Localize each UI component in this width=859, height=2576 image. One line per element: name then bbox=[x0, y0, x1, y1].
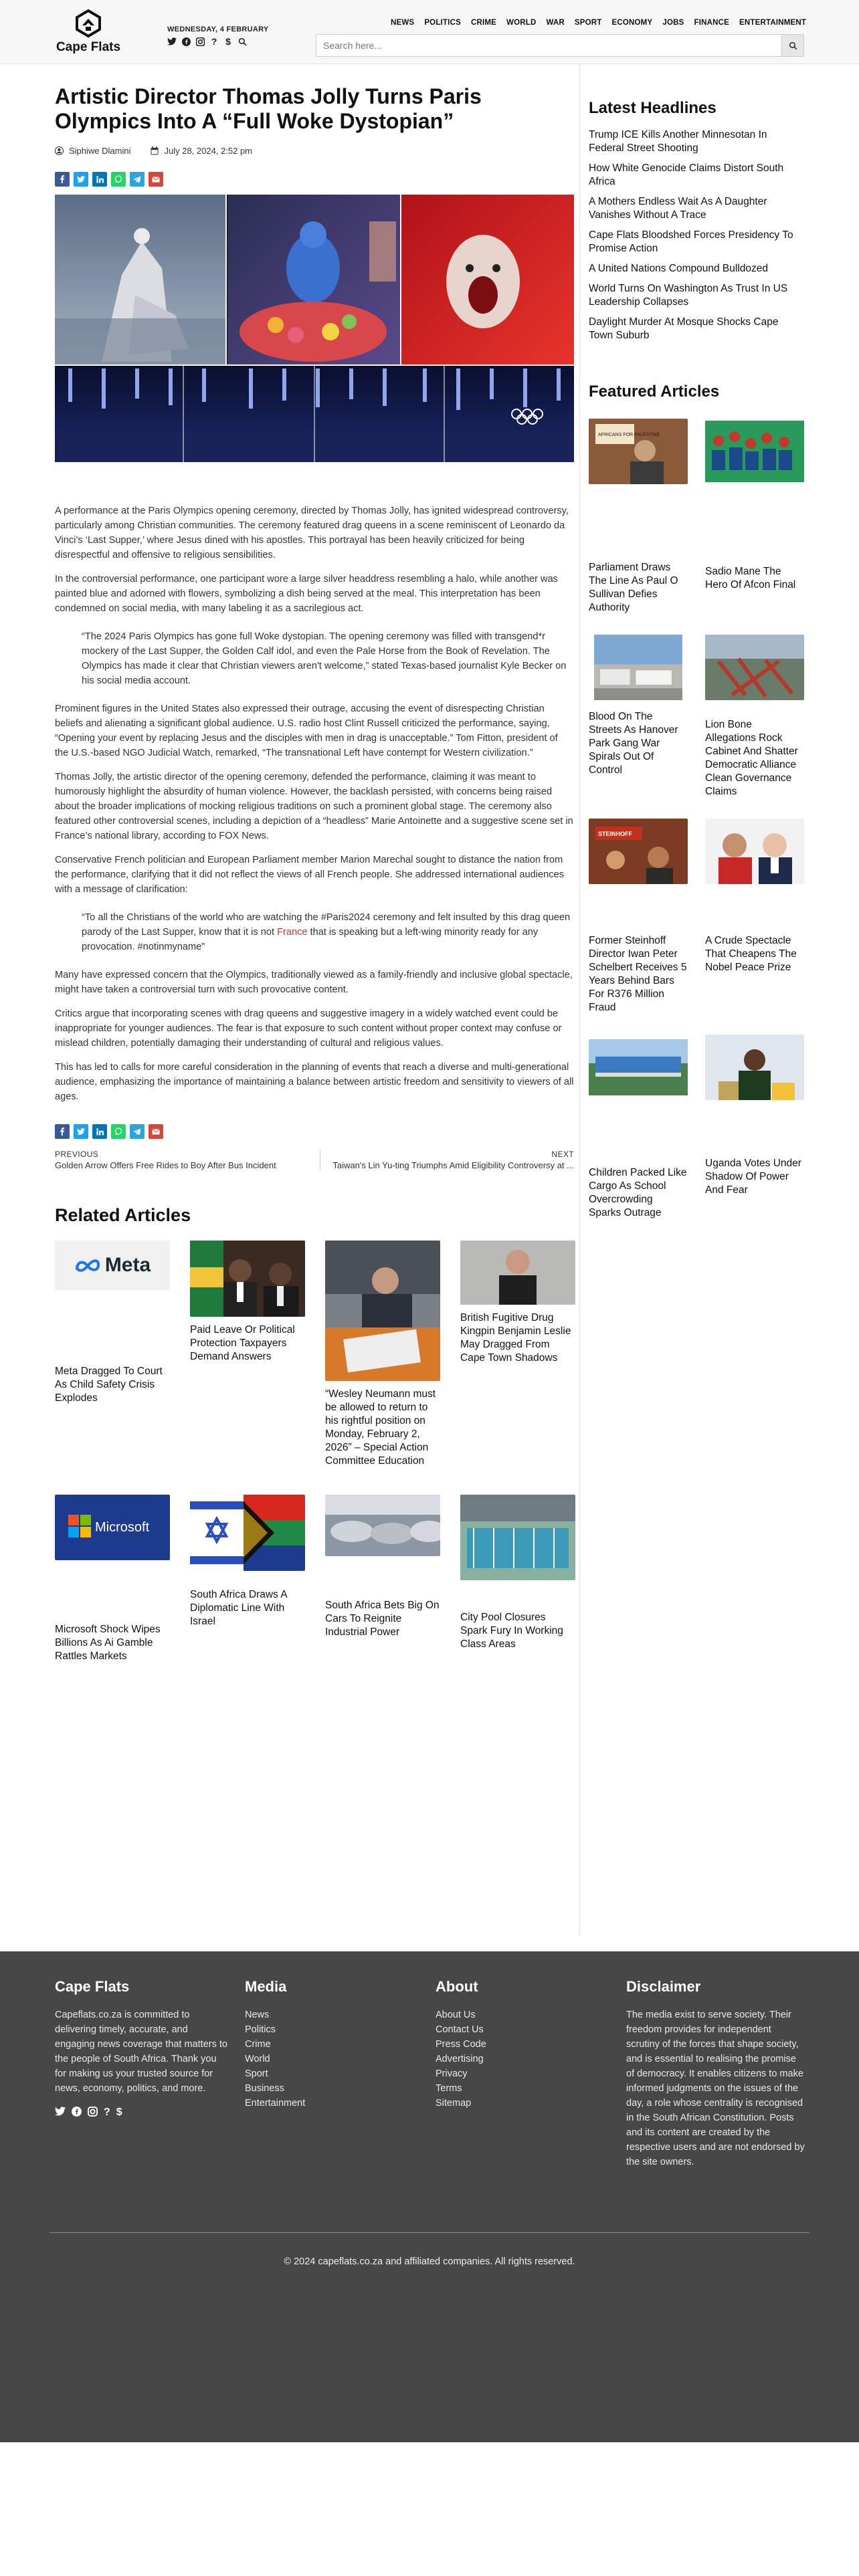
header-social-icons bbox=[167, 37, 247, 46]
featured-article-card[interactable] bbox=[589, 1035, 688, 1220]
previous-post-link[interactable] bbox=[55, 1150, 309, 1170]
linkedin-share-button[interactable] bbox=[92, 1124, 107, 1139]
linkedin-share-button[interactable] bbox=[92, 172, 107, 187]
nav-economy[interactable]: ECONOMY bbox=[611, 19, 653, 27]
footer-link[interactable]: Advertising bbox=[436, 2054, 484, 2064]
footer-link[interactable]: Sitemap bbox=[436, 2098, 472, 2109]
related-article-image bbox=[190, 1241, 305, 1317]
related-article-title: South Africa Draws A Diplomatic Line With Israel bbox=[190, 1589, 287, 1627]
footer-heading: Disclaimer bbox=[626, 1978, 701, 1995]
footer-link[interactable]: Sport bbox=[245, 2068, 268, 2079]
related-articles-grid bbox=[55, 1241, 574, 1663]
twitter-icon bbox=[77, 1128, 85, 1135]
nav-entertainment[interactable]: ENTERTAINMENT bbox=[739, 19, 807, 27]
calendar-icon bbox=[151, 146, 159, 155]
site-name: Cape Flats bbox=[56, 40, 121, 54]
footer-heading: About bbox=[436, 1978, 478, 1995]
featured-article-image bbox=[705, 819, 804, 884]
featured-article-image bbox=[705, 635, 804, 700]
whatsapp-share-button[interactable] bbox=[111, 172, 126, 187]
twitter-icon[interactable] bbox=[167, 37, 177, 46]
footer-heading: Media bbox=[245, 1978, 287, 1995]
related-article-image bbox=[325, 1495, 440, 1556]
email-icon bbox=[152, 1129, 160, 1135]
current-date: WEDNESDAY, 4 FEBRUARY bbox=[167, 25, 269, 33]
quote-text: “To all the Christians of the world who are watching the #Paris2024 ceremony and felt insulted by this drag queen parody of the Last Supper, know that it is not bbox=[82, 912, 571, 938]
article-paragraph: Prominent figures in the United States also expressed their outrage, accusing the event of disrespecting Christian beliefs and alienating a significant global audience. U.S. radio host Clint Russell criticized the performance, saying, “Opening your event by replacing Jesus and the disciples with men in drag is unacceptable.” Tom Fitton, president of the U.S.-based NGO Judicial Watch, remarked, “The transnational Left have contempt for Western civilization.” bbox=[55, 704, 558, 758]
footer-link[interactable]: Press Code bbox=[436, 2039, 486, 2050]
headline-link[interactable]: A Mothers Endless Wait As A Daughter Vanishes Without A Trace bbox=[589, 196, 767, 221]
featured-articles-heading: Featured Articles bbox=[589, 383, 720, 401]
footer-link[interactable]: Privacy bbox=[436, 2068, 468, 2079]
site-header bbox=[0, 0, 859, 64]
related-article-title: Paid Leave Or Political Protection Taxpayers Demand Answers bbox=[190, 1324, 295, 1362]
latest-headlines-list bbox=[589, 128, 804, 342]
meta-logo-icon bbox=[74, 1258, 101, 1273]
share-buttons-bottom bbox=[55, 1124, 574, 1139]
telegram-share-button[interactable] bbox=[130, 172, 145, 187]
footer-link[interactable]: Business bbox=[245, 2083, 284, 2094]
article-paragraph: Thomas Jolly, the artistic director of the opening ceremony, defended the performance, claiming it was meant to humorously highlight the absurdity of human violence. However, the backlash persisted, with concerns being raised about the broader implications of mocking religious traditions on such a prominent global stage. The ceremony also featured other controversial scenes, including a depiction of a “headless” Marie Antoinette and a suggestive scene set in France’s national library, according to FOX News. bbox=[55, 772, 573, 841]
featured-article-image bbox=[589, 1035, 688, 1100]
article-date: July 28, 2024, 2:52 pm bbox=[164, 146, 253, 156]
featured-article-title: Blood On The Streets As Hanover Park Gang War Spirals Out Of Control bbox=[589, 711, 678, 776]
search-box bbox=[316, 34, 804, 57]
search-icon bbox=[789, 41, 797, 50]
article-paragraph: Conservative French politician and European Parliament member Marion Marechal sought to distance the nation from the performance, clarifying that it did not reflect the views of all French people. She addressed international audiences with a message of clarification: bbox=[55, 855, 564, 895]
twitter-icon[interactable] bbox=[55, 2107, 66, 2120]
next-title: Taiwan's Lin Yu-ting Triumphs Amid Eligibility Controversy at ... bbox=[332, 1160, 574, 1170]
linkedin-icon bbox=[96, 1128, 104, 1136]
main-nav bbox=[391, 19, 806, 27]
copyright-text: © 2024 capeflats.co.za and affiliated companies. All rights reserved. bbox=[284, 2256, 575, 2267]
article-quote: “The 2024 Paris Olympics has gone full Woke dystopian. The opening ceremony was filled with transgend*r mockery of the Last Supper, the Golden Calf idol, and even the Pale Horse from the Book of Revelation. The Olympics has made it clear that Christian viewers aren't welcome,” stated Texas-based journalist Kyle Becker on his social media account. bbox=[82, 631, 567, 686]
footer-social-icons bbox=[55, 2107, 229, 2120]
featured-article-card[interactable] bbox=[589, 819, 688, 1014]
related-article-card[interactable] bbox=[55, 1241, 170, 1468]
search-input[interactable] bbox=[316, 35, 771, 56]
related-article-card[interactable] bbox=[460, 1495, 575, 1663]
nav-news[interactable]: NEWS bbox=[391, 19, 415, 27]
related-article-card[interactable] bbox=[55, 1495, 170, 1663]
featured-article-card[interactable] bbox=[589, 419, 688, 615]
instagram-icon[interactable] bbox=[195, 37, 205, 46]
article-quote bbox=[82, 910, 574, 954]
headline-link[interactable]: World Turns On Washington As Trust In US Leadership Collapses bbox=[589, 283, 788, 308]
headline-link[interactable]: Daylight Murder At Mosque Shocks Cape Town Suburb bbox=[589, 316, 779, 341]
footer-info-column bbox=[436, 1978, 609, 2111]
article-author[interactable]: Siphiwe Dlamini bbox=[69, 146, 131, 156]
featured-article-image bbox=[589, 419, 688, 484]
post-navigation bbox=[55, 1150, 574, 1170]
quote-text: that is speaking but a left-wing minority ready for any provocation. #notinmyname” bbox=[82, 927, 539, 952]
previous-title: Golden Arrow Offers Free Rides to Boy After Bus Incident bbox=[55, 1160, 276, 1170]
related-article-image bbox=[460, 1495, 575, 1580]
related-article-image bbox=[325, 1241, 440, 1381]
article-meta bbox=[55, 146, 574, 156]
site-logo[interactable] bbox=[55, 8, 122, 59]
footer-link[interactable]: Crime bbox=[245, 2039, 271, 2050]
dollar-icon[interactable]: $ bbox=[116, 2107, 122, 2118]
footer-media-column bbox=[245, 1978, 419, 2111]
related-article-image bbox=[460, 1241, 575, 1305]
featured-article-image bbox=[589, 819, 688, 884]
facebook-share-button[interactable] bbox=[55, 1124, 70, 1139]
article-paragraph: This has led to calls for more careful consideration in the planning of events that reach a diverse and multi-generational audience, emphasizing the importance of maintaining a balance between artistic freedom and sensitivity to viewers of all ages. bbox=[55, 1062, 574, 1102]
headline-link[interactable]: Cape Flats Bloodshed Forces Presidency To Promise Action bbox=[589, 229, 793, 254]
footer-link[interactable]: Politics bbox=[245, 2024, 276, 2035]
telegram-icon bbox=[133, 176, 141, 183]
featured-article-card[interactable] bbox=[705, 635, 804, 798]
nav-crime[interactable]: CRIME bbox=[470, 19, 497, 27]
email-share-button[interactable] bbox=[149, 1124, 163, 1139]
article-paragraph: In the controversial performance, one participant wore a large silver headdress resembling a halo, while another was painted blue and adorned with flowers, symbolizing a dish being served at the meal. This interpretation has been condemned on social media, with many labeling it as a sacrilegious act. bbox=[55, 574, 558, 614]
featured-article-image bbox=[705, 1035, 804, 1100]
facebook-share-button[interactable] bbox=[55, 172, 70, 187]
featured-article-card[interactable] bbox=[705, 819, 804, 1014]
facebook-icon[interactable] bbox=[181, 37, 191, 46]
sidebar-divider bbox=[579, 64, 580, 1937]
footer-disclaimer-column bbox=[626, 1978, 805, 2169]
featured-article-title: Parliament Draws The Line As Paul O Sullivan Defies Authority bbox=[589, 562, 678, 613]
related-article-card[interactable] bbox=[190, 1241, 305, 1468]
featured-article-title: A Crude Spectacle That Cheapens The Nobel Peace Prize bbox=[705, 935, 797, 973]
user-icon bbox=[55, 146, 64, 155]
article-paragraph: Critics argue that incorporating scenes with drag queens and suggestive imagery in a widely watched event could be inappropriate for younger audiences. The fear is that exposure to such content without proper context may confuse or mislead children, potentially damaging their understanding of cultural and religious values. bbox=[55, 1008, 562, 1049]
featured-article-title: Sadio Mane The Hero Of Afcon Final bbox=[705, 566, 796, 591]
facebook-icon bbox=[59, 1128, 66, 1136]
footer-link[interactable]: World bbox=[245, 2054, 270, 2064]
next-label: NEXT bbox=[551, 1150, 574, 1159]
sidebar bbox=[589, 64, 804, 1220]
whatsapp-share-button[interactable] bbox=[111, 1124, 126, 1139]
headline-link[interactable]: A United Nations Compound Bulldozed bbox=[589, 263, 768, 274]
france-link[interactable]: France bbox=[277, 927, 308, 938]
related-article-title: City Pool Closures Spark Fury In Working Class Areas bbox=[460, 1612, 563, 1650]
olympics-ceremony-collage bbox=[55, 195, 574, 462]
twitter-share-button[interactable] bbox=[74, 172, 88, 187]
related-article-card[interactable] bbox=[325, 1495, 440, 1663]
headline-link[interactable]: Trump ICE Kills Another Minnesotan In Federal Street Shooting bbox=[589, 129, 767, 154]
related-article-title: South Africa Bets Big On Cars To Reignite Industrial Power bbox=[325, 1600, 440, 1638]
email-share-button[interactable] bbox=[149, 172, 163, 187]
related-article-image bbox=[55, 1241, 170, 1290]
related-article-image bbox=[55, 1495, 170, 1560]
related-article-card[interactable] bbox=[190, 1495, 305, 1663]
telegram-share-button[interactable] bbox=[130, 1124, 145, 1139]
related-article-title: Meta Dragged To Court As Child Safety Crisis Explodes bbox=[55, 1366, 163, 1404]
previous-label: PREVIOUS bbox=[55, 1150, 99, 1159]
footer-link[interactable]: Entertainment bbox=[245, 2098, 306, 2109]
facebook-icon bbox=[59, 175, 66, 183]
related-article-card[interactable] bbox=[460, 1241, 575, 1468]
whatsapp-icon bbox=[114, 175, 122, 183]
footer-link[interactable]: About Us bbox=[436, 2010, 476, 2020]
question-icon[interactable]: ? bbox=[104, 2107, 110, 2118]
footer-heading: Cape Flats bbox=[55, 1978, 130, 1995]
search-button[interactable] bbox=[781, 34, 804, 57]
nav-jobs[interactable]: JOBS bbox=[662, 19, 684, 27]
twitter-share-button[interactable] bbox=[74, 1124, 88, 1139]
article-title: Artistic Director Thomas Jolly Turns Paris Olympics Into A “Full Woke Dystopian” bbox=[55, 84, 482, 133]
featured-articles-grid bbox=[589, 419, 804, 1220]
footer-link[interactable]: Terms bbox=[436, 2083, 462, 2094]
related-article-image bbox=[190, 1495, 305, 1571]
footer-about-text: Capeflats.co.za is committed to delivering timely, accurate, and engaging news coverage that matters to the people of South Africa. Thank you for making us your trusted source for news, economy, politics, and more. bbox=[55, 2010, 227, 2094]
steinhoff-sign-text: STEINHOFF bbox=[598, 831, 632, 837]
footer-link[interactable]: Contact Us bbox=[436, 2024, 484, 2035]
related-article-title: Microsoft Shock Wipes Billions As Ai Gamble Rattles Markets bbox=[55, 1624, 161, 1662]
nav-world[interactable]: WORLD bbox=[506, 19, 537, 27]
facebook-icon[interactable] bbox=[72, 2107, 82, 2120]
meta-logo-text: Meta bbox=[104, 1254, 151, 1276]
dollar-icon[interactable]: $ bbox=[225, 36, 231, 47]
protest-sign-text: AFRICANS FOR PALESTINE bbox=[598, 433, 660, 437]
footer-about-column bbox=[55, 1978, 229, 2120]
related-article-title: British Fugitive Drug Kingpin Benjamin Leslie May Dragged From Cape Town Shadows bbox=[460, 1312, 571, 1364]
footer-divider bbox=[50, 2232, 809, 2233]
nav-finance[interactable]: FINANCE bbox=[694, 19, 729, 27]
footer-link[interactable]: News bbox=[245, 2010, 270, 2020]
related-article-card[interactable] bbox=[325, 1241, 440, 1468]
nav-politics[interactable]: POLITICS bbox=[424, 19, 461, 27]
featured-article-image bbox=[705, 419, 804, 484]
email-icon bbox=[152, 177, 160, 183]
search-icon[interactable] bbox=[237, 37, 247, 46]
featured-article-card[interactable] bbox=[705, 419, 804, 615]
article-main bbox=[55, 64, 574, 1663]
related-article-title: “Wesley Neumann must be allowed to return to his rightful position on Monday, February 2, 2026” – Special Action Committee Education bbox=[325, 1388, 436, 1467]
footer-disclaimer-text: The media exist to serve society. Their freedom provides for independent scrutiny of the forces that shape society, and is essential to realising the promise of democracy. It enables citizens to make informed judgments on the issues of the day, a role whose centrality is recognised in the South African Constitution. Posts and its content are created by the respective users and are not endorsed by the site owners. bbox=[626, 2010, 805, 2167]
linkedin-icon bbox=[96, 176, 104, 183]
site-footer bbox=[0, 1951, 859, 2442]
twitter-icon bbox=[77, 176, 85, 183]
next-post-link[interactable] bbox=[320, 1150, 574, 1170]
latest-headlines-heading: Latest Headlines bbox=[589, 99, 717, 117]
featured-article-title: Lion Bone Allegations Rock Cabinet And Shatter Democratic Alliance Clean Governance Claims bbox=[705, 719, 798, 797]
article-paragraph: Many have expressed concern that the Olympics, traditionally viewed as a family-friendly and inclusive global spectacle, might have taken a controversial turn with such provocative content. bbox=[55, 970, 573, 995]
featured-article-card[interactable] bbox=[589, 635, 688, 798]
featured-article-image bbox=[589, 635, 688, 700]
nav-sport[interactable]: SPORT bbox=[574, 19, 602, 27]
headline-link[interactable]: How White Genocide Claims Distort South Africa bbox=[589, 163, 784, 187]
featured-article-title: Children Packed Like Cargo As School Overcrowding Sparks Outrage bbox=[589, 1167, 687, 1218]
question-icon[interactable]: ? bbox=[211, 36, 217, 47]
microsoft-logo-text: Microsoft bbox=[95, 1520, 150, 1535]
featured-article-title: Former Steinhoff Director Iwan Peter Schelbert Receives 5 Years Behind Bars For R376 Million Fraud bbox=[589, 935, 687, 1013]
telegram-icon bbox=[133, 1128, 141, 1136]
nav-war[interactable]: WAR bbox=[546, 19, 565, 27]
featured-article-title: Uganda Votes Under Shadow Of Power And Fear bbox=[705, 1158, 801, 1196]
share-buttons-top bbox=[55, 172, 574, 187]
featured-article-card[interactable] bbox=[705, 1035, 804, 1220]
instagram-icon[interactable] bbox=[88, 2107, 98, 2120]
article-paragraph: A performance at the Paris Olympics opening ceremony, directed by Thomas Jolly, has ignited widespread controversy, particularly among Christian communities. The ceremony featured drag queens in a scene reminiscent of Leonardo da Vinci’s ‘Last Supper,’ where Jesus dined with his apostles. This portrayal has been heavily criticized for being disrespectful and offensive to religious sensibilities. bbox=[55, 506, 569, 560]
cape-flats-logo-icon bbox=[73, 8, 104, 39]
whatsapp-icon bbox=[114, 1128, 122, 1136]
article-hero-image bbox=[55, 195, 574, 462]
related-heading: Related Articles bbox=[55, 1205, 191, 1225]
